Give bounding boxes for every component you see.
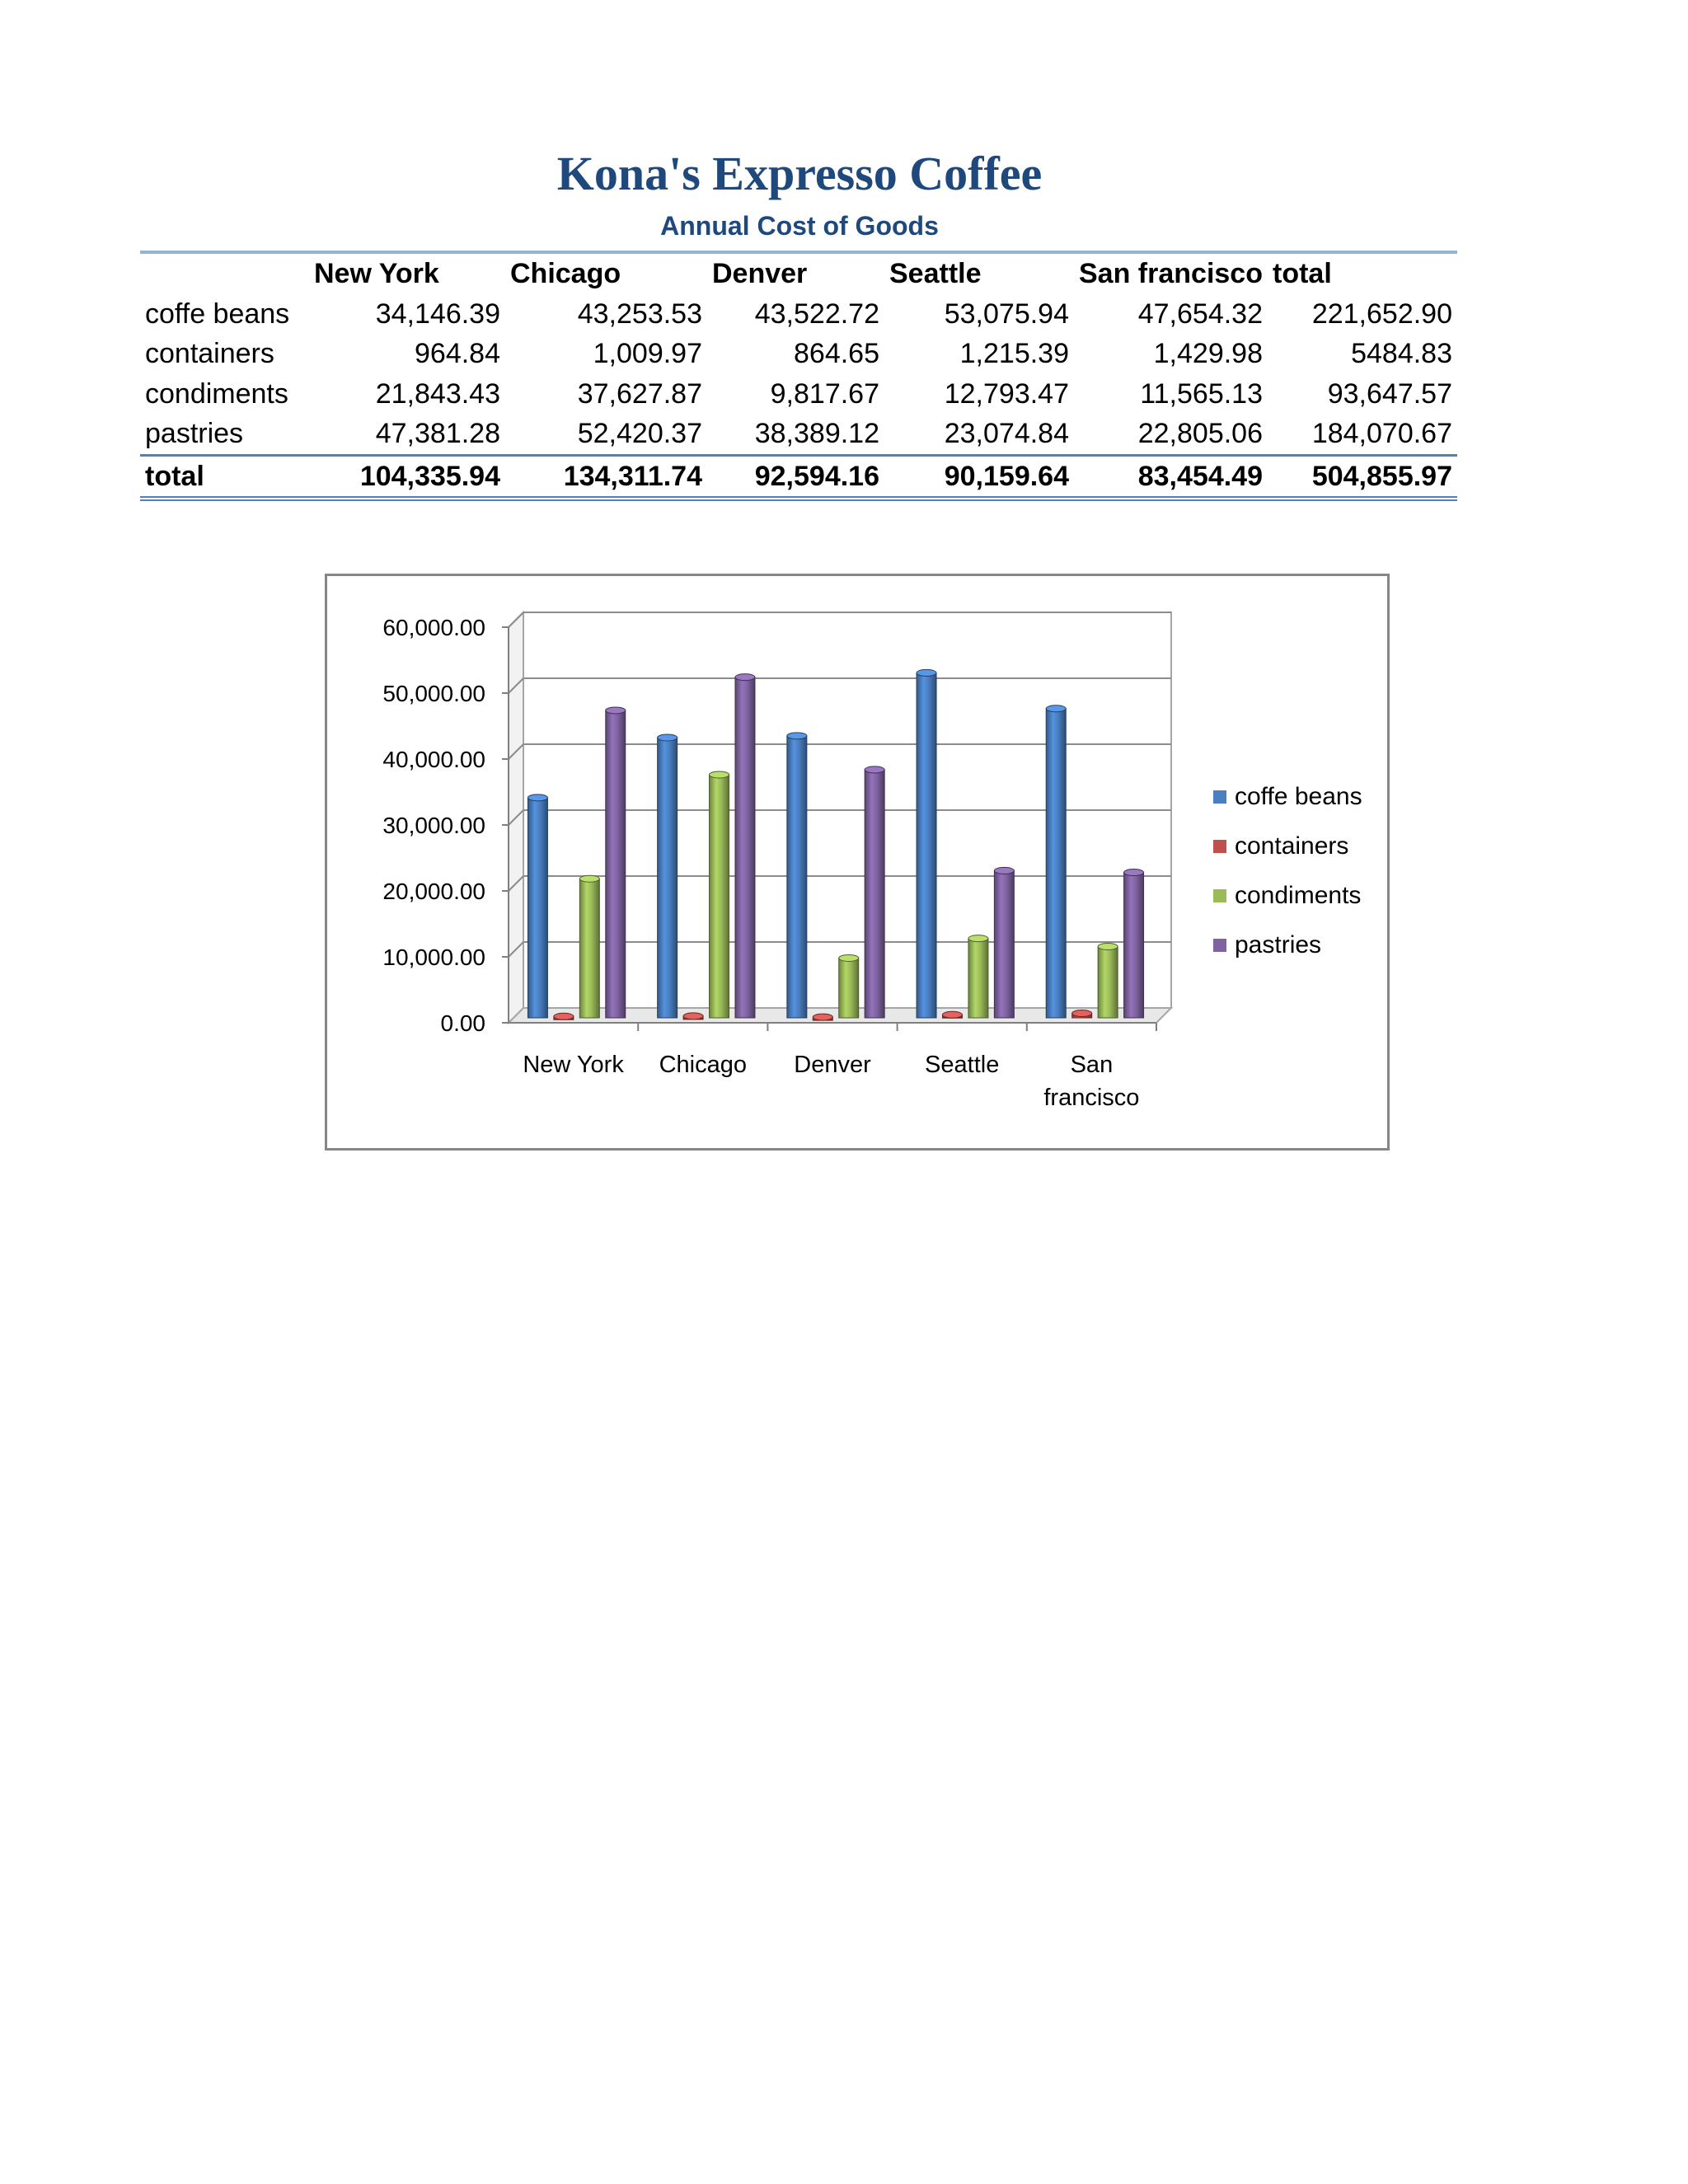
- legend-item: [1213, 772, 1362, 822]
- table-cell: 23,074.84: [944, 418, 1069, 449]
- y-tick-label: 50,000.00: [382, 681, 485, 706]
- table-cell: 53,075.94: [944, 298, 1069, 330]
- table-cell: 12,793.47: [944, 377, 1069, 410]
- cost-table: [140, 254, 1457, 501]
- column-header: Chicago: [510, 258, 621, 289]
- table-cell: 5484.83: [1351, 338, 1452, 369]
- total-cell: 104,335.94: [309, 455, 505, 499]
- bar-top: [1046, 705, 1066, 712]
- table-row: [140, 294, 1457, 335]
- legend-item: [1213, 921, 1362, 970]
- total-cell: 92,594.16: [707, 455, 884, 499]
- x-tick-label: Denver: [794, 1052, 871, 1078]
- x-tick-label: Seattle: [925, 1052, 1000, 1078]
- table-cell: 964.84: [415, 338, 500, 369]
- bar-top: [994, 867, 1014, 874]
- legend-item: [1213, 871, 1362, 921]
- row-label: condiments: [145, 377, 288, 410]
- row-label: containers: [145, 338, 274, 369]
- legend-swatch: [1213, 939, 1226, 952]
- chart-legend: [1213, 772, 1362, 970]
- y-tick-label: 10,000.00: [382, 944, 485, 970]
- bar: [606, 710, 626, 1018]
- table-header-row: [140, 254, 1457, 294]
- table-cell: 38,389.12: [754, 418, 879, 449]
- column-header: San francisco: [1079, 258, 1263, 289]
- bar-top: [710, 771, 729, 778]
- y-tick-label: 30,000.00: [382, 813, 485, 838]
- table-cell: 1,429.98: [1153, 338, 1263, 369]
- table-cell: 184,070.67: [1311, 418, 1452, 449]
- table-cell: 47,381.28: [375, 418, 500, 449]
- legend-swatch: [1213, 840, 1226, 853]
- bar-top: [942, 1011, 962, 1018]
- bar-top: [1072, 1010, 1092, 1017]
- bar-top: [917, 669, 936, 676]
- bar-top: [735, 674, 755, 681]
- table-cell: 864.65: [794, 338, 879, 369]
- table-cell: 34,146.39: [375, 298, 500, 330]
- total-cell: 90,159.64: [884, 455, 1074, 499]
- legend-label: coffe beans: [1235, 783, 1362, 810]
- table-cell: 11,565.13: [1140, 377, 1263, 410]
- table-cell: 93,647.57: [1327, 377, 1452, 410]
- x-tick-label: New York: [523, 1052, 624, 1078]
- total-cell: 504,855.97: [1268, 455, 1457, 499]
- total-cell: 134,311.74: [505, 455, 707, 499]
- page-subtitle: Annual Cost of Goods: [660, 211, 939, 241]
- y-tick-label: 40,000.00: [382, 747, 485, 772]
- legend-swatch: [1213, 889, 1226, 902]
- bar: [839, 958, 859, 1018]
- bar: [579, 879, 599, 1018]
- table-cell: 1,009.97: [593, 338, 702, 369]
- bar: [658, 738, 678, 1018]
- bar: [994, 870, 1014, 1018]
- y-tick-label: 0.00: [440, 1010, 485, 1036]
- bar: [1124, 873, 1144, 1018]
- bar-top: [658, 734, 678, 741]
- table-cell: 221,652.90: [1311, 298, 1452, 330]
- legend-label: containers: [1235, 832, 1349, 860]
- bar-top: [787, 733, 807, 739]
- bar-top: [865, 766, 884, 773]
- bar: [710, 775, 729, 1018]
- table-cell: 52,420.37: [577, 418, 702, 449]
- table-cell: 43,253.53: [577, 298, 702, 330]
- bar: [1098, 946, 1118, 1018]
- bar-top: [1124, 869, 1144, 876]
- chart-area: [325, 574, 1390, 1151]
- row-label: pastries: [145, 418, 244, 449]
- bar: [865, 770, 884, 1018]
- y-tick-label: 20,000.00: [382, 879, 485, 904]
- bar: [917, 673, 936, 1018]
- bar-top: [579, 875, 599, 882]
- bar-top: [554, 1013, 574, 1019]
- column-header: Denver: [712, 258, 808, 289]
- bar-top: [839, 954, 859, 961]
- legend-label: pastries: [1235, 931, 1322, 958]
- table-cell: 21,843.43: [375, 377, 500, 410]
- bar: [735, 677, 755, 1018]
- column-header: New York: [314, 258, 439, 289]
- column-header: total: [1273, 258, 1332, 289]
- table-cell: 37,627.87: [577, 377, 702, 410]
- x-tick-label: San: [1070, 1052, 1114, 1078]
- bar: [787, 736, 807, 1018]
- y-tick-label: 60,000.00: [382, 615, 485, 640]
- page-title: Kona's Expresso Coffee: [556, 147, 1043, 200]
- table-row: [140, 334, 1457, 374]
- legend-item: [1213, 822, 1362, 871]
- bar-top: [813, 1014, 832, 1020]
- table-total-row: [140, 455, 1457, 499]
- bar-top: [606, 707, 626, 714]
- table-cell: 43,522.72: [754, 298, 879, 330]
- total-cell: 83,454.49: [1074, 455, 1268, 499]
- total-label: total: [140, 455, 309, 499]
- bar: [968, 939, 988, 1018]
- bar-top: [968, 935, 988, 942]
- table-cell: 47,654.32: [1137, 298, 1263, 330]
- table-row: [140, 414, 1457, 455]
- table-cell: 22,805.06: [1137, 418, 1263, 449]
- cost-table-wrap: [140, 251, 1457, 501]
- bar-top: [1098, 943, 1118, 949]
- bar: [1046, 709, 1066, 1018]
- column-header: Seattle: [889, 258, 982, 289]
- column-header: [140, 254, 309, 294]
- x-tick-label: Chicago: [659, 1052, 748, 1078]
- x-tick-label: francisco: [1043, 1085, 1140, 1111]
- table-cell: 9,817.67: [770, 377, 879, 410]
- table-cell: 1,215.39: [959, 338, 1069, 369]
- bar-top: [528, 794, 547, 801]
- legend-swatch: [1213, 790, 1226, 804]
- bar: [528, 798, 547, 1018]
- bar-top: [683, 1013, 703, 1019]
- row-label: coffe beans: [145, 298, 290, 330]
- legend-label: condiments: [1235, 882, 1362, 909]
- table-row: [140, 374, 1457, 415]
